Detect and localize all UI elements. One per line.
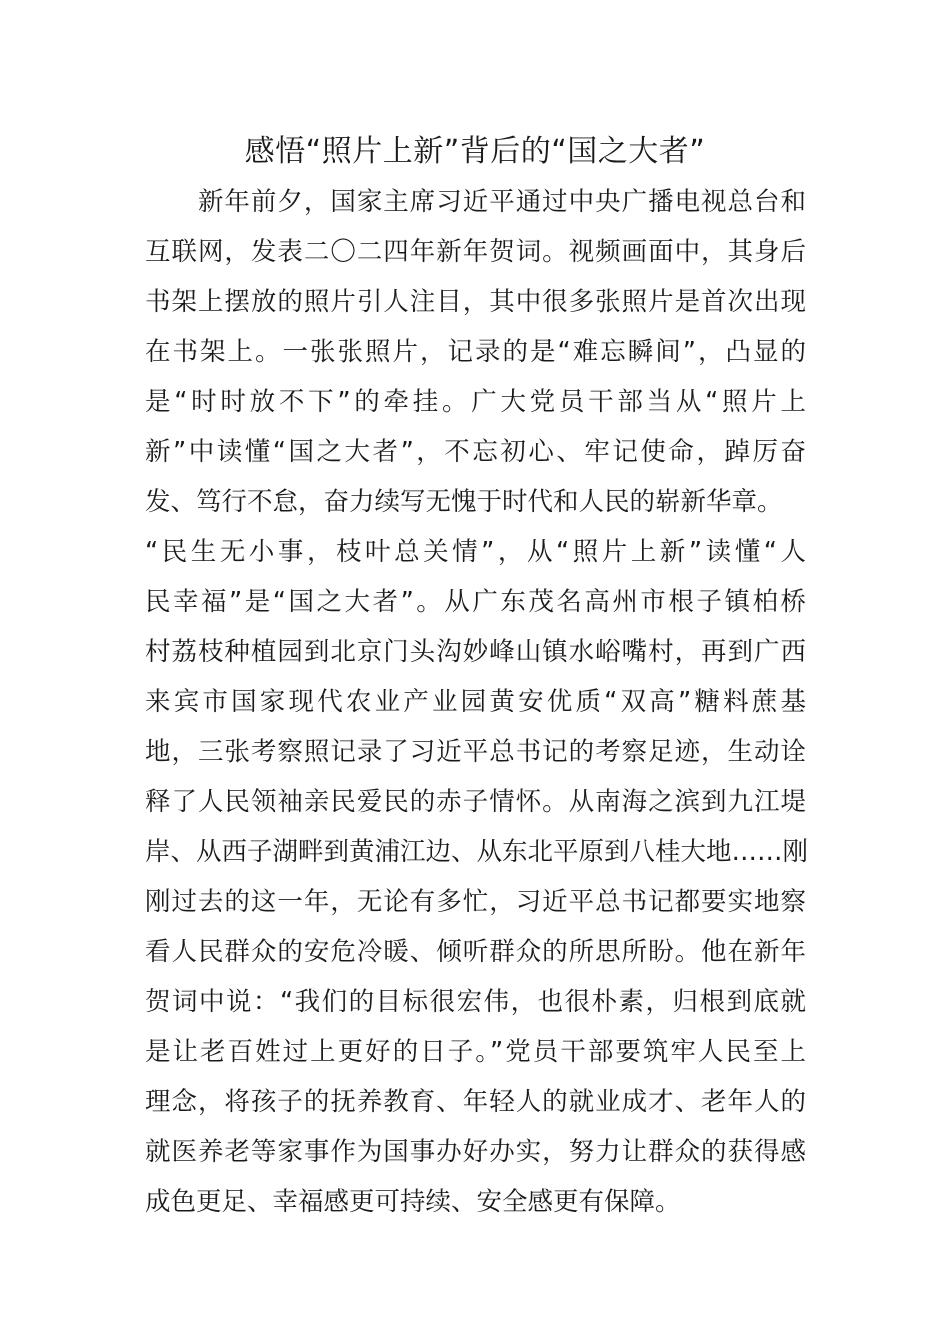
document-title: 感悟“照片上新”背后的“国之大者” — [244, 134, 706, 169]
body-line: 刚过去的这一年，无论有多忙，习近平总书记都要实地察 — [145, 887, 806, 917]
body-line: 互联网，发表二〇二四年新年贺词。视频画面中，其身后 — [145, 237, 806, 267]
body-line: 释了人民领袖亲民爱民的赤子情怀。从南海之滨到九江堤 — [145, 787, 806, 817]
body-line: 新年前夕，国家主席习近平通过中央广播电视总台和 — [145, 187, 806, 217]
body-line: 理念，将孩子的抚养教育、年轻人的就业成才、老年人的 — [145, 1087, 806, 1117]
body-line: 岸、从西子湖畔到黄浦江边、从东北平原到八桂大地……刚 — [145, 837, 809, 867]
body-line: 村荔枝种植园到北京门头沟妙峰山镇水峪嘴村，再到广西 — [145, 637, 806, 667]
body-line: 新”中读懂“国之大者”，不忘初心、牢记使命，踔厉奋 — [145, 437, 806, 467]
body-line: 贺词中说：“我们的目标很宏伟，也很朴素，归根到底就 — [145, 987, 806, 1017]
body-line: 地，三张考察照记录了习近平总书记的考察足迹，生动诠 — [145, 737, 806, 767]
body-line: 发、笃行不怠，奋力续写无愧于时代和人民的崭新华章。 — [145, 487, 783, 517]
body-line: 民幸福”是“国之大者”。从广东茂名高州市根子镇柏桥 — [145, 587, 806, 617]
document-body — [145, 177, 809, 1227]
body-line: 看人民群众的安危冷暖、倾听群众的所思所盼。他在新年 — [145, 937, 806, 967]
body-line: 就医养老等家事作为国事办好办实，努力让群众的获得感 — [145, 1137, 806, 1167]
body-line: 成色更足、幸福感更可持续、安全感更有保障。 — [145, 1187, 681, 1217]
body-line: 是让老百姓过上更好的日子。”党员干部要筑牢人民至上 — [145, 1037, 806, 1067]
body-line: 书架上摆放的照片引人注目，其中很多张照片是首次出现 — [145, 287, 806, 317]
body-line: “民生无小事，枝叶总关情”，从“照片上新”读懂“人 — [145, 537, 806, 567]
body-line: 在书架上。一张张照片，记录的是“难忘瞬间”，凸显的 — [145, 337, 806, 367]
body-line: 是“时时放不下”的牵挂。广大党员干部当从“照片上 — [145, 387, 806, 417]
body-line: 来宾市国家现代农业产业园黄安优质“双高”糖料蔗基 — [145, 687, 806, 717]
